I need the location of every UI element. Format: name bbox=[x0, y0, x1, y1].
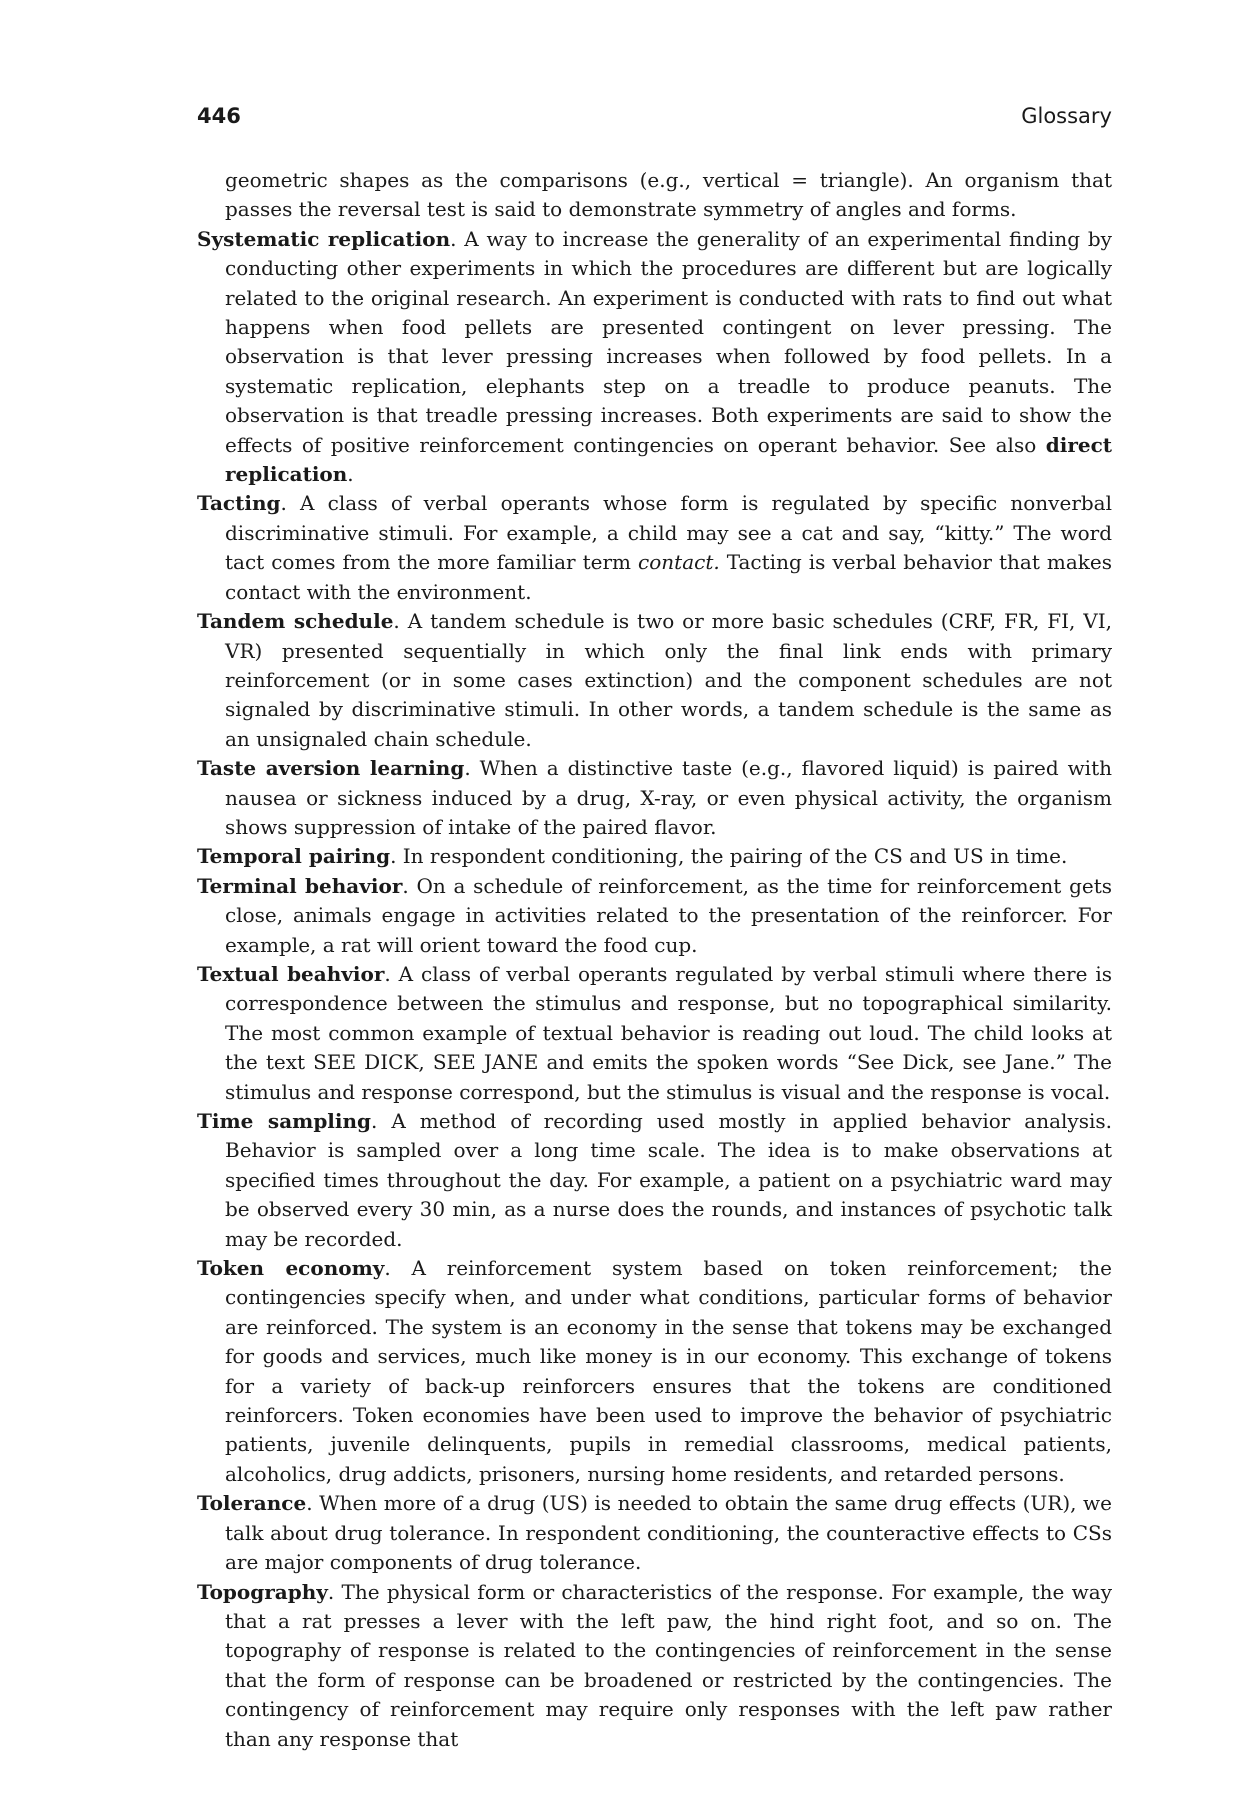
glossary-entry-tacting bbox=[197, 489, 1112, 607]
entry-term: Token economy bbox=[197, 1256, 385, 1281]
entry-definition: . A method of recording used mostly in applied behavior analysis. Behavior is sampled over a long time scale. The idea is to make observations at specified times throughout the day. For example, a patient on a psychiatric ward may be observed every 30 min, as a nurse does the rounds, and instances of psychotic talk may be recorded. bbox=[225, 1109, 1112, 1251]
entry-term: Systematic replication bbox=[197, 226, 451, 251]
running-head bbox=[197, 104, 1112, 144]
entry-term: Tandem schedule bbox=[197, 609, 394, 634]
entry-term: Textual beahvior bbox=[197, 961, 385, 986]
entry-term: Tacting bbox=[197, 491, 281, 516]
entry-continuation-text: geometric shapes as the comparisons (e.g., vertical = triangle). An organism that passes the reversal test is said to demonstrate symmetry of angles and forms. bbox=[225, 168, 1112, 222]
glossary-entry-taste-aversion-learning bbox=[197, 754, 1112, 842]
entry-definition: . A tandem schedule is two or more basic schedules (CRF, FR, FI, VI, VR) presented sequentially in which only the final link ends with primary reinforcement (or in some cases extinction) and the component schedules are not signaled by discriminative stimuli. In other words, a tandem schedule is the same as an unsignaled chain schedule. bbox=[225, 609, 1112, 751]
entry-emphasis: contact. bbox=[638, 550, 720, 575]
glossary-list bbox=[197, 166, 1112, 1754]
entry-end: . bbox=[347, 462, 354, 487]
entry-term: Temporal pairing bbox=[197, 844, 391, 869]
glossary-entry-temporal-pairing bbox=[197, 842, 1112, 871]
glossary-entry-systematic-replication bbox=[197, 225, 1112, 490]
entry-definition: . The physical form or characteristics of the response. For example, the way that a rat presses a lever with the left paw, the hind right foot, and so on. The topography of response is related to the contingencies of reinforcement in the sense that the form of response can be broadened or restricted by the contingencies. The contingency of reinforcement may require only responses with the left paw rather than any response that bbox=[225, 1579, 1112, 1751]
entry-definition: . A way to increase the generality of an experimental finding by conducting other experiments in which the procedures are different but are logically related to the original research. An experiment is conducted with rats to find out what happens when food pellets are presented contingent on lever pressing. The observation is that lever pressing increases when followed by food pellets. In a systematic replication, elephants step on a treadle to produce peanuts. The observation is that treadle pressing increases. Both experiments are said to show the effects of positive reinforcement contingencies on operant behavior. See also bbox=[225, 226, 1112, 457]
glossary-entry-textual-behavior bbox=[197, 960, 1112, 1107]
see-also-reference: direct replication bbox=[225, 432, 1112, 487]
entry-definition: . When more of a drug (US) is needed to obtain the same drug effects (UR), we talk about drug tolerance. In respondent conditioning, the counteractive effects to CSs are major components of drug tolerance. bbox=[225, 1491, 1112, 1575]
entry-definition: . When a distinctive taste (e.g., flavored liquid) is paired with nausea or sickness induced by a drug, X-ray, or even physical activity, the organism shows suppression of intake of the paired flavor. bbox=[225, 756, 1112, 839]
glossary-entry-continuation bbox=[197, 166, 1112, 225]
glossary-entry-token-economy bbox=[197, 1254, 1112, 1489]
entry-term: Time sampling bbox=[197, 1109, 372, 1133]
entry-term: Topography bbox=[197, 1579, 328, 1604]
page-number: 446 bbox=[197, 104, 241, 128]
glossary-entry-tolerance bbox=[197, 1489, 1112, 1577]
glossary-entry-topography bbox=[197, 1578, 1112, 1754]
glossary-entry-terminal-behavior bbox=[197, 872, 1112, 960]
entry-definition-continued: Tacting is verbal behavior that makes contact with the environment. bbox=[225, 550, 1112, 604]
entry-definition: . In respondent conditioning, the pairing of the CS and US in time. bbox=[390, 844, 1068, 869]
entry-definition: . On a schedule of reinforcement, as the time for reinforcement gets close, animals engage in activities related to the presentation of the reinforcer. For example, a rat will orient toward the food cup. bbox=[225, 873, 1113, 957]
entry-definition: . A reinforcement system based on token reinforcement; the contingencies specify when, and under what conditions, particular forms of behavior are reinforced. The system is an economy in the sense that tokens may be exchanged for goods and services, much like money is in our economy. This exchange of tokens for a variety of back-up reinforcers ensures that the tokens are conditioned reinforcers. Token economies have been used to improve the behavior of psychiatric patients, juvenile delinquents, pupils in remedial classrooms, medical patients, alcoholics, drug addicts, prisoners, nursing home residents, and retarded persons. bbox=[225, 1256, 1112, 1486]
entry-term: Tolerance bbox=[197, 1491, 307, 1516]
glossary-entry-time-sampling bbox=[197, 1107, 1112, 1254]
glossary-entry-tandem-schedule bbox=[197, 607, 1112, 754]
section-title: Glossary bbox=[1021, 104, 1112, 128]
entry-definition: . A class of verbal operants regulated by verbal stimuli where there is correspondence between the stimulus and response, but no topographical similarity. The most common example of textual behavior is reading out loud. The child looks at the text SEE DICK, SEE JANE and emits the spoken words “See Dick, see Jane.” The stimulus and response correspond, but the stimulus is visual and the response is vocal. bbox=[225, 961, 1113, 1104]
entry-term: Terminal behavior bbox=[197, 873, 403, 898]
book-page bbox=[197, 104, 1112, 1754]
entry-definition: . A class of verbal operants whose form is regulated by specific nonverbal discriminative stimuli. For example, a child may see a cat and say, “kitty.” The word tact comes from the more familiar term bbox=[225, 491, 1112, 575]
entry-term: Taste aversion learning bbox=[197, 756, 465, 781]
